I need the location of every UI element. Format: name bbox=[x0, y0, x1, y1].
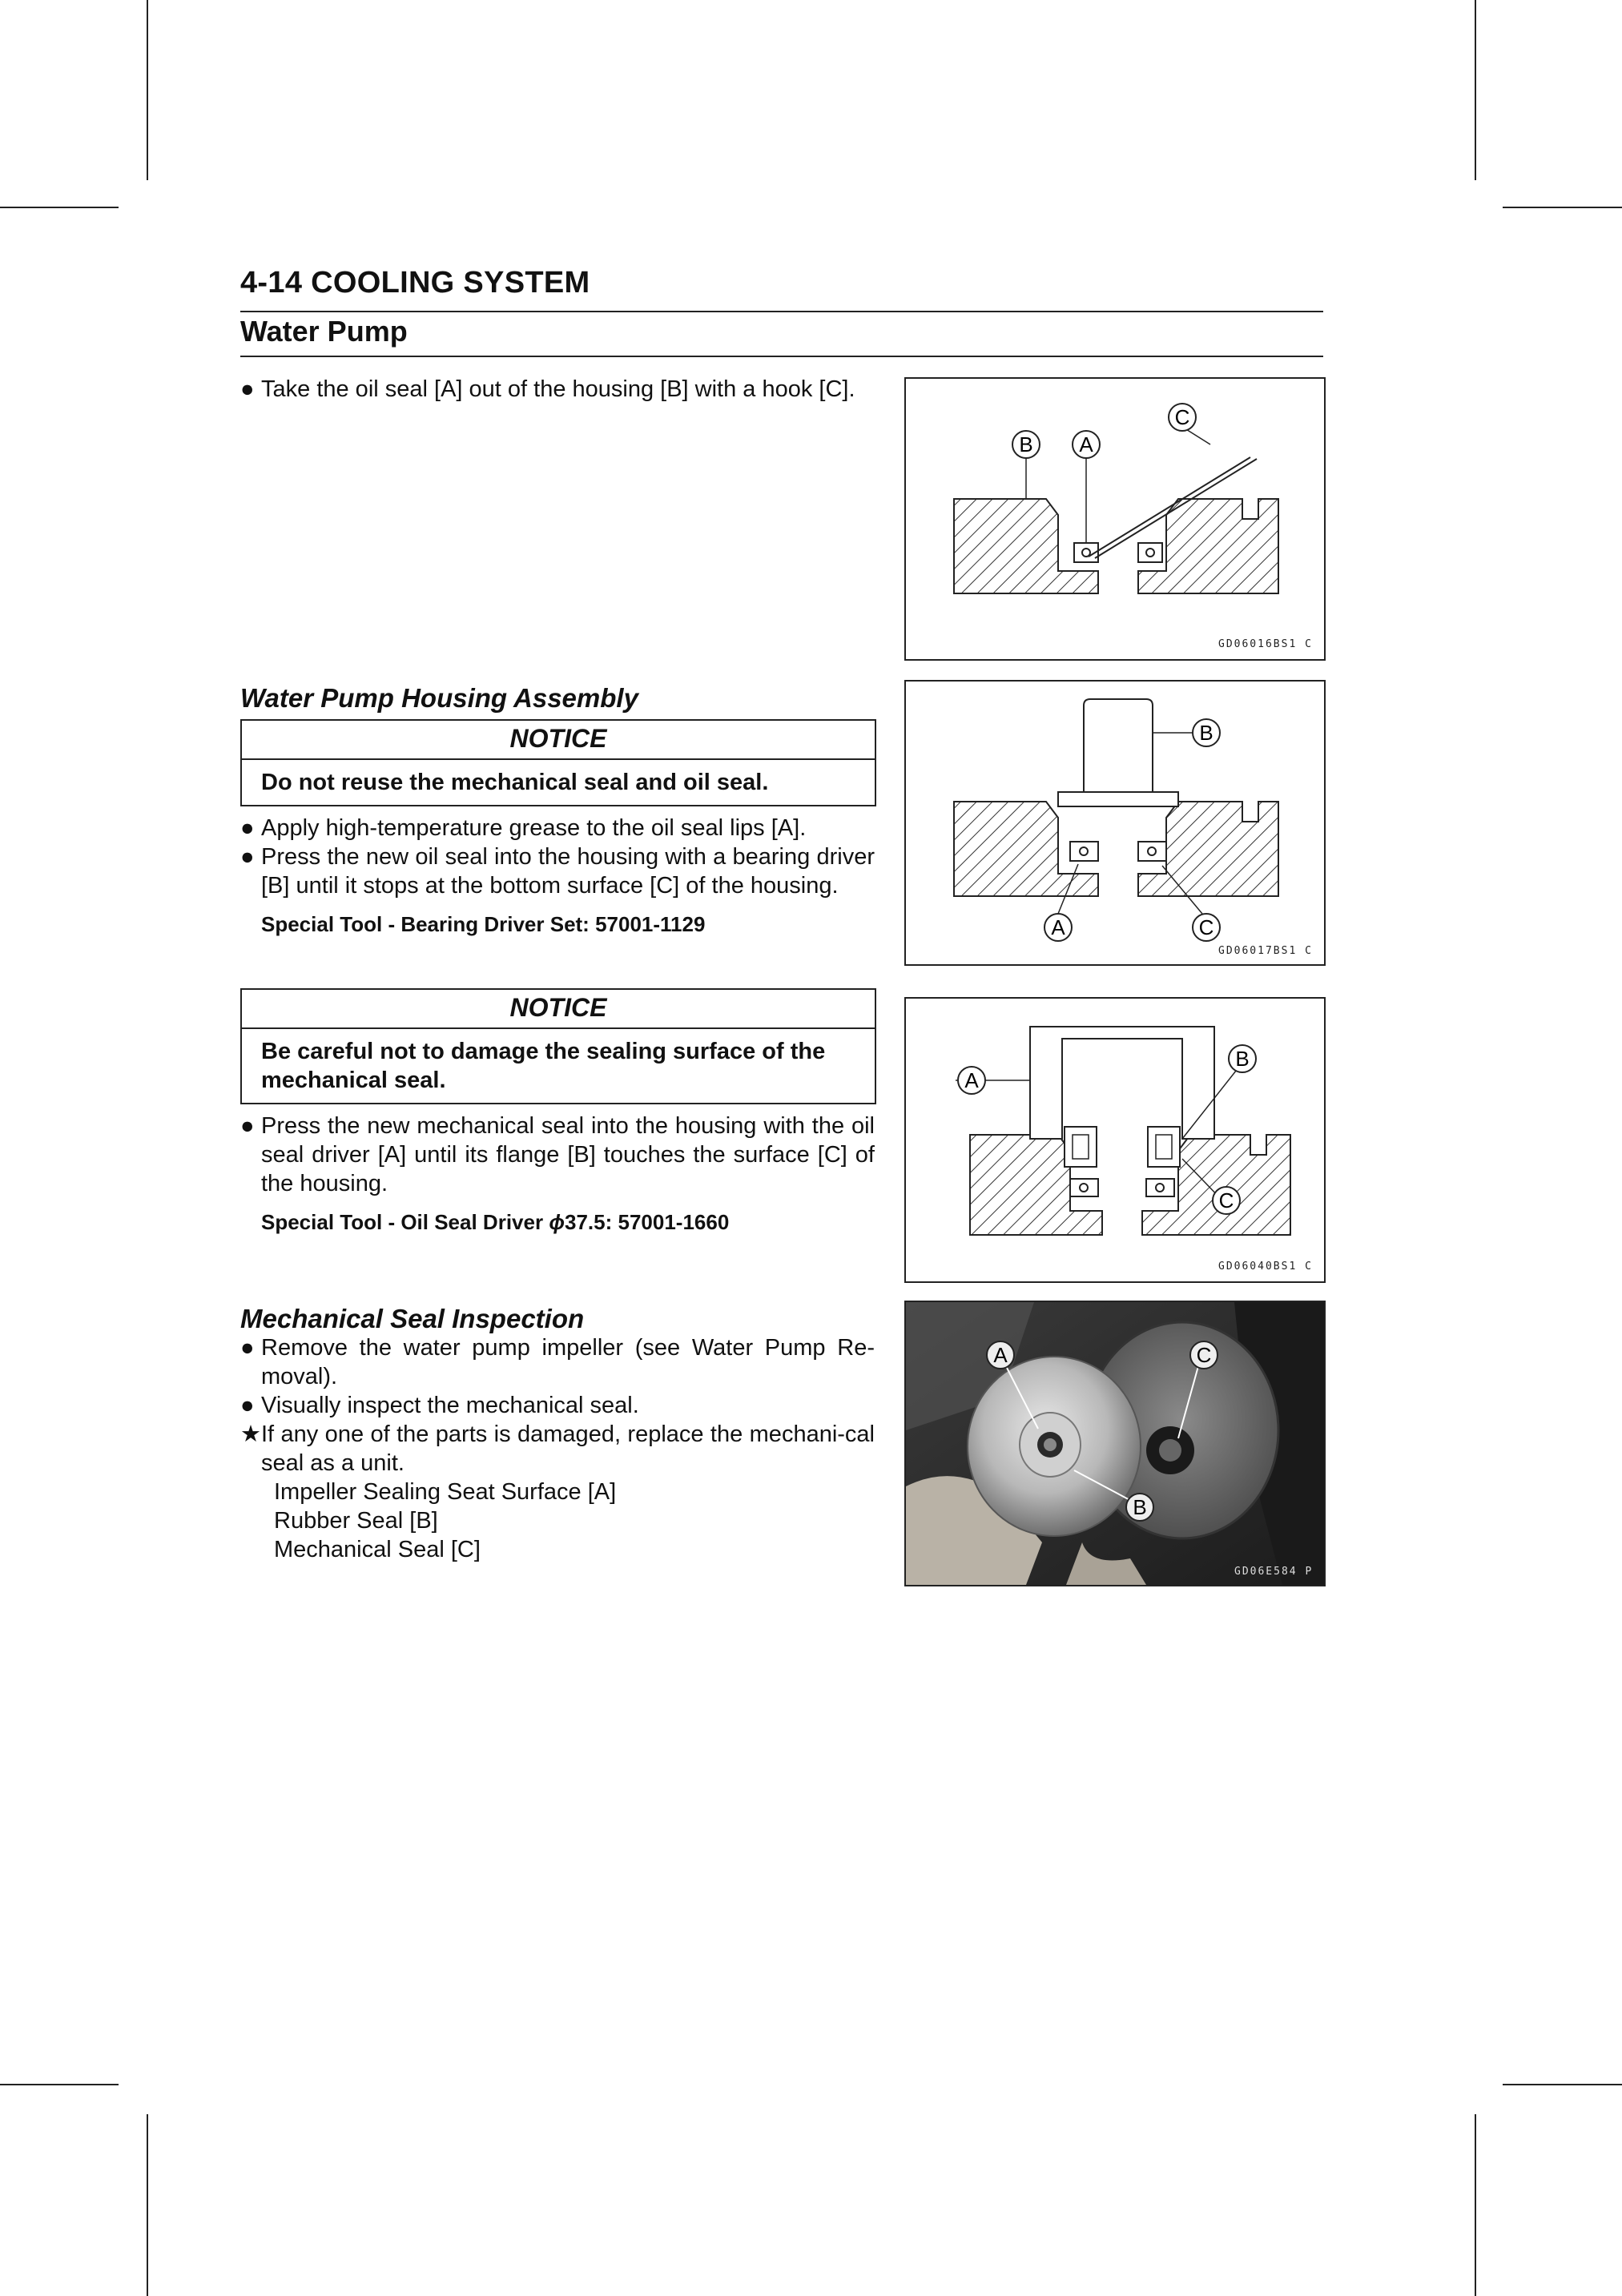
part-item: Impeller Sealing Seat Surface [A] bbox=[274, 1479, 617, 1505]
oil-seal-install-steps bbox=[240, 814, 875, 939]
callout-b bbox=[1193, 719, 1220, 746]
photo-mechanical-seal bbox=[906, 1302, 1324, 1585]
callout-a bbox=[1073, 431, 1100, 458]
figure-oil-seal-install bbox=[904, 680, 1326, 966]
svg-text:B: B bbox=[1199, 721, 1213, 745]
callout-c bbox=[1193, 914, 1220, 941]
svg-text:A: A bbox=[993, 1343, 1008, 1367]
notice-text: Be careful not to damage the sealing surface of the mechanical seal. bbox=[261, 1039, 826, 1093]
oil-seal-right bbox=[1138, 842, 1166, 861]
svg-text:C: C bbox=[1198, 915, 1214, 939]
bullet-icon: ● bbox=[240, 1113, 255, 1139]
callout-b bbox=[1012, 431, 1040, 458]
svg-text:A: A bbox=[1051, 915, 1065, 939]
phi-symbol: ϕ bbox=[549, 1210, 565, 1234]
oil-seal-driver bbox=[1030, 1027, 1214, 1139]
crop-mark bbox=[1475, 2114, 1476, 2296]
oil-seal-left bbox=[1070, 842, 1098, 861]
figure-mechanical-seal-photo bbox=[904, 1301, 1326, 1586]
figure-code: GD06E584 P bbox=[1234, 1566, 1314, 1578]
crop-mark bbox=[147, 2114, 148, 2296]
crop-mark bbox=[147, 0, 148, 180]
callout-a bbox=[958, 1067, 985, 1094]
notice-box bbox=[240, 719, 876, 806]
svg-text:C: C bbox=[1196, 1343, 1212, 1367]
svg-text:B: B bbox=[1235, 1047, 1250, 1071]
figure-code: GD06017BS1 C bbox=[1218, 945, 1313, 957]
mechanical-seal-install-steps bbox=[240, 1112, 875, 1236]
bearing-driver-shaft bbox=[1084, 699, 1153, 792]
diagram-mechanical-seal-install bbox=[906, 999, 1324, 1281]
list-item: ● Press the new oil seal into the housing with a bearing driver [B] until it stops at the bottom surface [C] of the housing. bbox=[240, 844, 875, 899]
figure-code: GD06040BS1 C bbox=[1218, 1261, 1313, 1273]
callout-b bbox=[1126, 1494, 1153, 1521]
list-item: ● Press the new mechanical seal into the housing with the oil seal driver [A] until its flange [B] touches the surface [C] of the housing. bbox=[240, 1113, 875, 1196]
figure-mechanical-seal-install bbox=[904, 997, 1326, 1283]
oil-seal-right bbox=[1138, 543, 1162, 562]
diagram-oil-seal-install bbox=[906, 682, 1324, 964]
notice-box bbox=[240, 988, 876, 1104]
header-rule bbox=[240, 356, 1323, 357]
header-rule bbox=[240, 311, 1323, 312]
list-item: ● Visually inspect the mechanical seal. bbox=[240, 1393, 639, 1418]
crop-mark bbox=[1503, 207, 1622, 208]
oil-seal-removal-step bbox=[240, 375, 875, 404]
callout-c bbox=[1190, 1341, 1218, 1369]
part-item: Mechanical Seal [C] bbox=[274, 1537, 481, 1562]
crop-mark bbox=[1475, 0, 1476, 180]
svg-text:A: A bbox=[1079, 432, 1093, 456]
list-item: ● Take the oil seal [A] out of the housing [B] with a hook [C]. bbox=[240, 376, 855, 402]
svg-text:C: C bbox=[1218, 1188, 1234, 1212]
notice-text: Do not reuse the mechanical seal and oil seal. bbox=[261, 770, 769, 795]
svg-text:B: B bbox=[1133, 1495, 1147, 1519]
bullet-icon: ● bbox=[240, 1335, 255, 1361]
mechanical-seal-right bbox=[1148, 1127, 1180, 1167]
bullet-icon: ● bbox=[240, 376, 255, 402]
list-item: ★ If any one of the parts is damaged, replace the mechani-cal seal as a unit. bbox=[240, 1421, 875, 1476]
list-item: ● Remove the water pump impeller (see Water Pump Re-moval). bbox=[240, 1335, 875, 1389]
diagram-oil-seal-removal bbox=[906, 379, 1324, 659]
list-item: ● Apply high-temperature grease to the oil seal lips [A]. bbox=[240, 815, 807, 841]
svg-text:B: B bbox=[1019, 432, 1033, 456]
bullet-icon: ● bbox=[240, 844, 255, 870]
callout-a bbox=[987, 1341, 1014, 1369]
star-icon: ★ bbox=[240, 1421, 261, 1447]
section-title: 4-14 COOLING SYSTEM bbox=[240, 266, 590, 300]
inspection-steps bbox=[240, 1333, 875, 1564]
special-tool: Special Tool - Bearing Driver Set: 57001-1129 bbox=[261, 912, 706, 936]
inspection-heading: Mechanical Seal Inspection bbox=[240, 1304, 585, 1333]
housing-assembly-heading: Water Pump Housing Assembly bbox=[240, 683, 638, 713]
bullet-icon: ● bbox=[240, 815, 255, 841]
callout-b bbox=[1229, 1045, 1256, 1072]
figure-oil-seal-removal bbox=[904, 377, 1326, 661]
figure-code: GD06016BS1 C bbox=[1218, 638, 1313, 650]
svg-text:A: A bbox=[964, 1068, 979, 1092]
part-item: Rubber Seal [B] bbox=[274, 1508, 438, 1534]
crop-mark bbox=[0, 207, 119, 208]
crop-mark bbox=[0, 2084, 119, 2085]
subsection-title: Water Pump bbox=[240, 315, 408, 348]
mechanical-seal-left bbox=[1065, 1127, 1097, 1167]
callout-a bbox=[1044, 914, 1072, 941]
notice-title: NOTICE bbox=[242, 721, 875, 760]
bullet-icon: ● bbox=[240, 1393, 255, 1418]
bearing-driver-head bbox=[1058, 792, 1178, 806]
callout-c bbox=[1169, 404, 1196, 431]
callout-c bbox=[1213, 1187, 1240, 1214]
notice-title: NOTICE bbox=[242, 990, 875, 1029]
special-tool: Special Tool - Oil Seal Driver ϕ37.5: 57001-1660 bbox=[261, 1210, 730, 1234]
crop-mark bbox=[1503, 2084, 1622, 2085]
svg-text:C: C bbox=[1174, 405, 1190, 429]
